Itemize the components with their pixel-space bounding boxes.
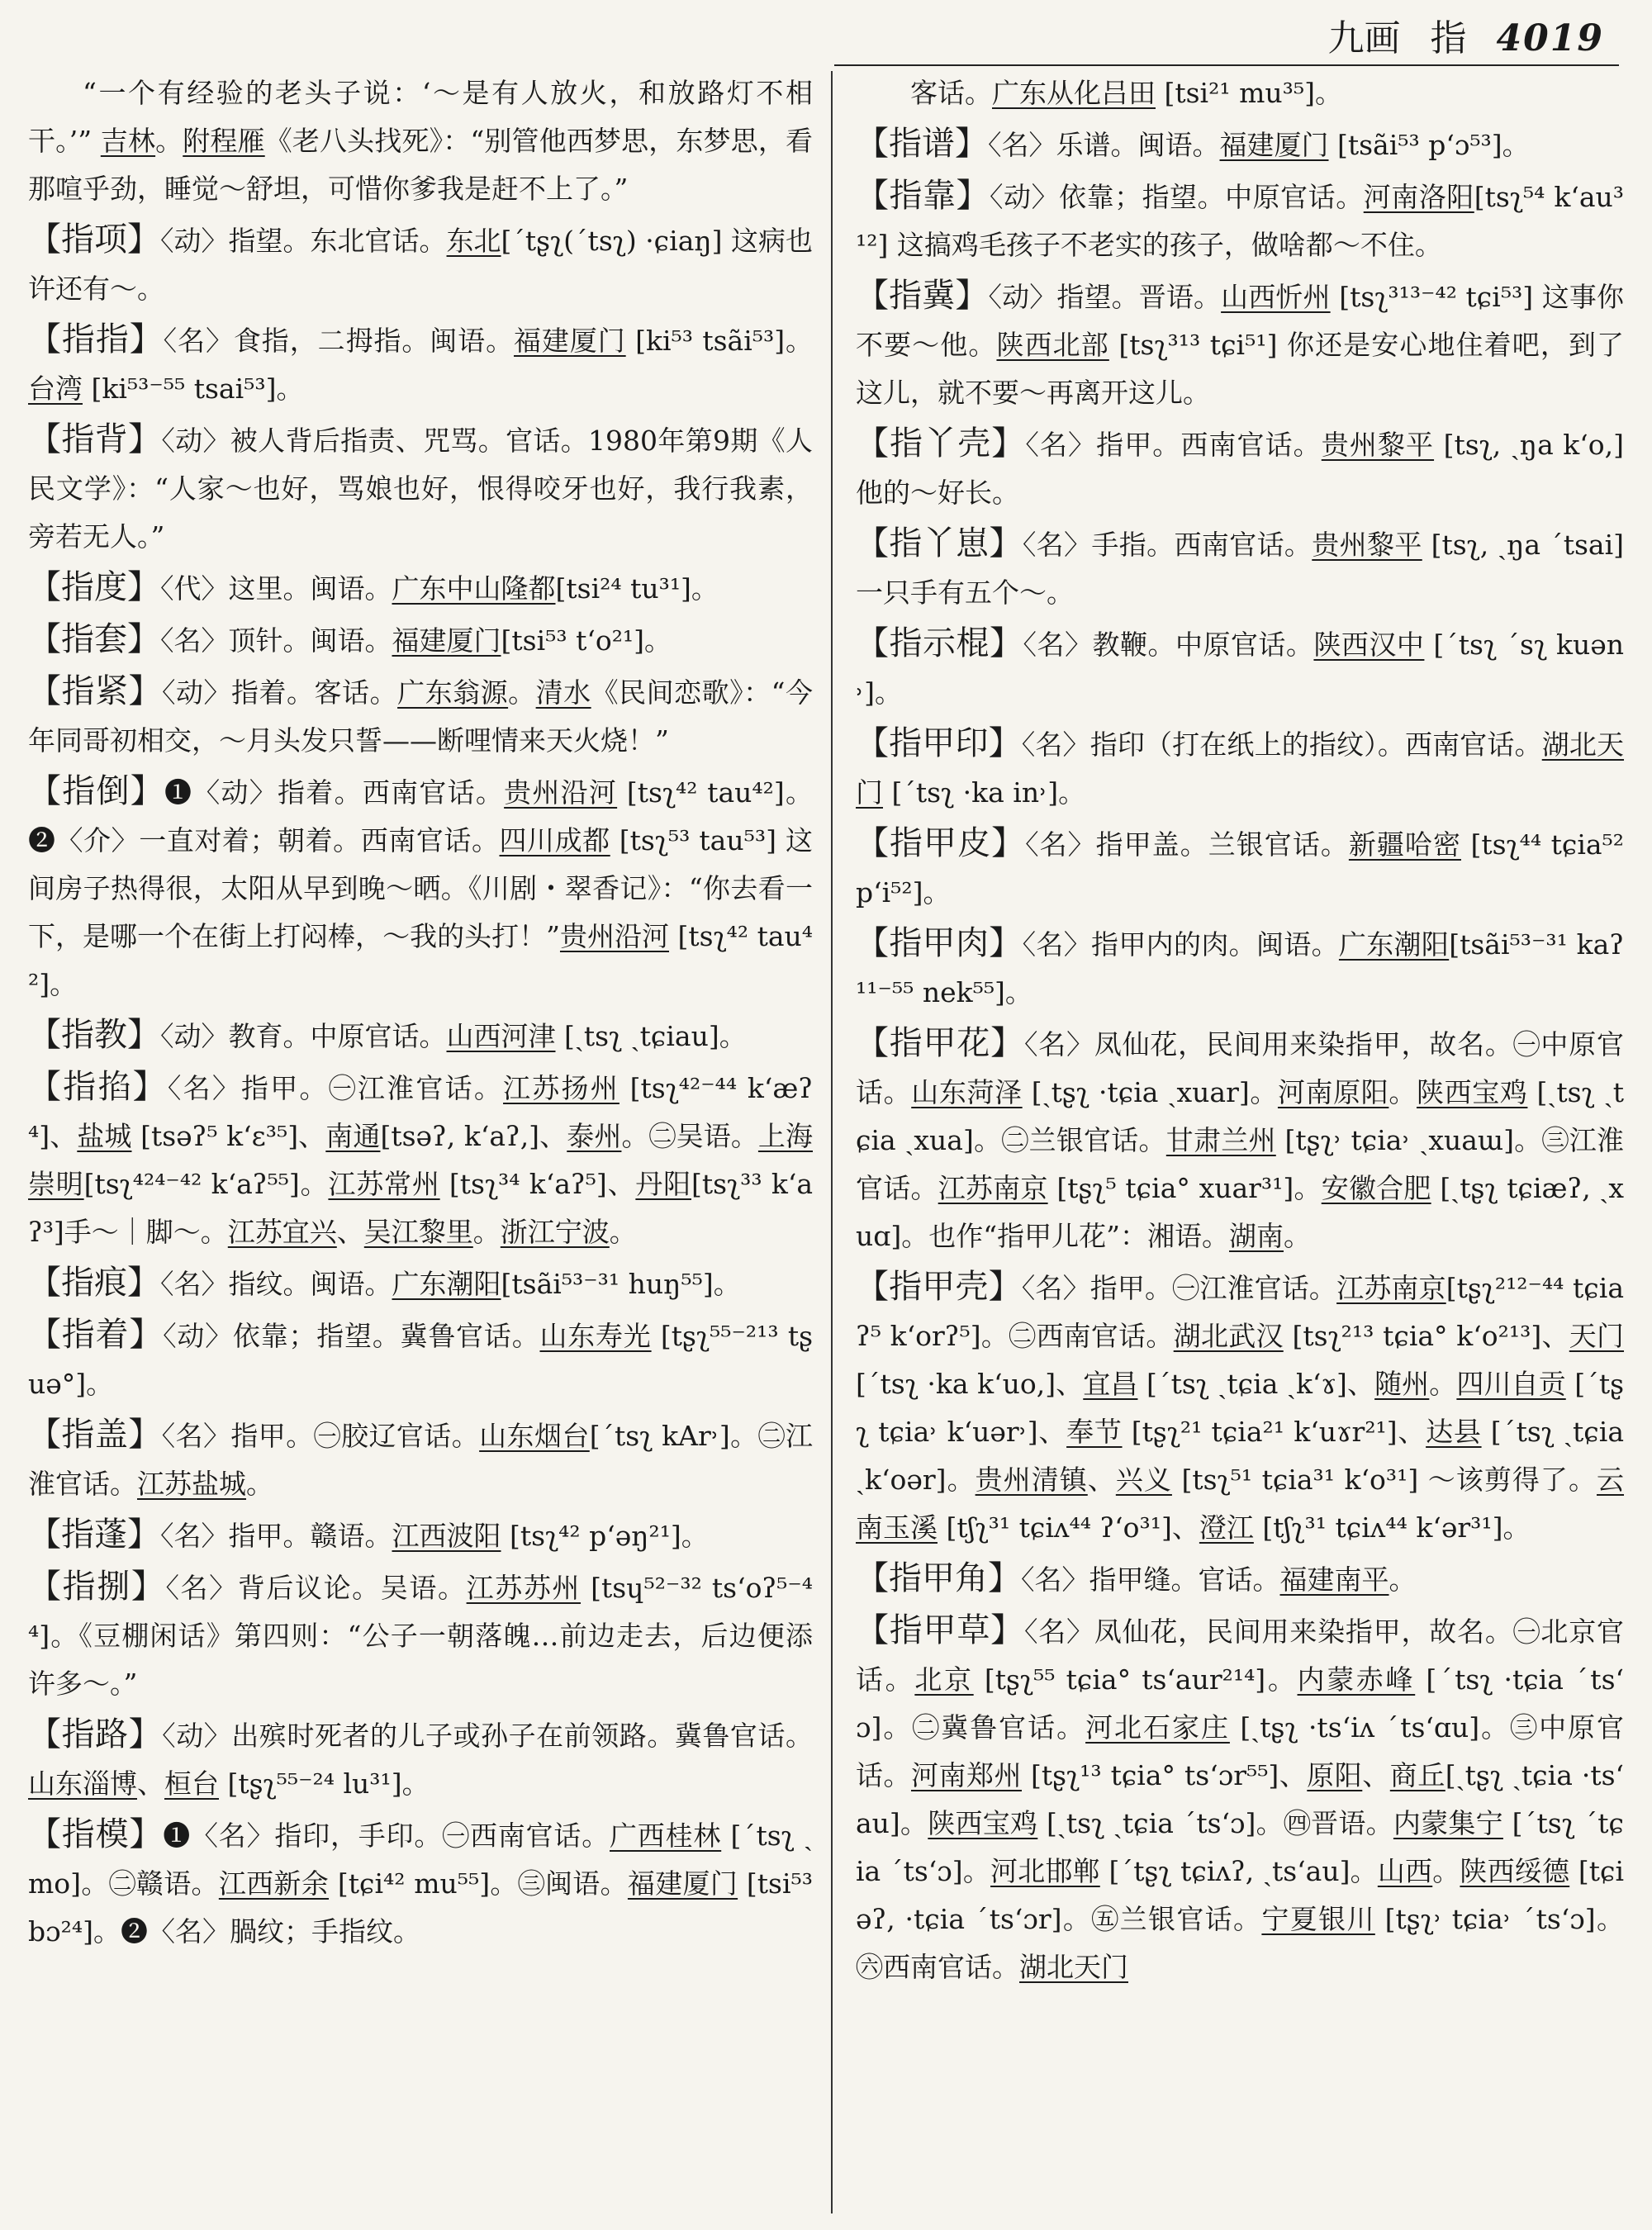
place-name: 江苏苏州 (466, 1572, 582, 1604)
header-rule (834, 64, 1619, 66)
stroke-section-label: 九画 (1327, 17, 1401, 59)
dictionary-entry: 【指项】〈动〉指望。东北官话。东北[ˊtʂʅ(ˊtsʅ) ·ɕiaŋ] 这病也许还有～。 (28, 221, 814, 305)
place-name: 上海崇明 (28, 1120, 813, 1200)
place-name: 宁夏银川 (1261, 1903, 1375, 1935)
dictionary-entry: 【指路】〈动〉出殡时死者的儿子或孙子在前领路。冀鲁官话。山东淄博、桓台 [tʂʅ⁵⁵⁻²⁴ lu³¹]。 (28, 1715, 814, 1800)
place-name: 福建厦门 (514, 325, 626, 357)
headword: 【指捌】 (28, 1568, 166, 1606)
place-name: 江苏扬州 (503, 1072, 620, 1104)
place-name: 陕西宝鸡 (1416, 1076, 1528, 1108)
place-name: 江西波阳 (392, 1520, 501, 1552)
place-name: 四川自贡 (1456, 1368, 1566, 1400)
headword: 【指甲草】 (856, 1611, 1024, 1649)
place-name: 甘肃兰州 (1165, 1124, 1276, 1156)
place-name: 陕西北部 (996, 329, 1109, 361)
dictionary-entry: 【指甲花】〈名〉凤仙花，民间用来染指甲，故名。㊀中原官话。山东菏泽 [ˏtʂʅ ·tɕia ˏxuar]。河南原阳。陕西宝鸡 [ˏtsʅ ˏtɕia ˏxua]。㊁兰银官话。甘肃兰州 [tʂʅ˒ tɕia˒ ˏxuaɯ]。㊂江淮官话。江苏南京 [tʂʅ⁵ tɕia° xuar³¹]。安徽合肥 [ˏtʂʅ tɕiæʔ, ˏxuɑ]。也作“指甲儿花”：湘语。湖南。 (856, 1024, 1625, 1252)
right-column (856, 69, 1624, 2222)
place-name: 兴义 (1115, 1464, 1172, 1496)
place-name: 安徽合肥 (1321, 1172, 1431, 1204)
dictionary-entry: 【指倒】❶〈动〉指着。西南官话。贵州沿河 [tsʅ⁴² tau⁴²]。❷〈介〉一直对着；朝着。西南官话。四川成都 [tsʅ⁵³ tau⁵³] 这间房子热得很，太阳从早到晚～晒。《川剧・翠香记》：“你去看一下，是哪一个在街上打闷棒，～我的头打！”贵州沿河 [tsʅ⁴² tau⁴²]。 (28, 772, 814, 1000)
place-name: 浙江宁波 (500, 1216, 610, 1248)
place-name: 江西新余 (218, 1867, 330, 1900)
page-number: 4019 (1496, 17, 1604, 59)
place-name: 江苏盐城 (137, 1468, 246, 1500)
place-name: 清水 (535, 676, 591, 709)
place-name: 山西 (1377, 1855, 1433, 1887)
place-name: 山西河津 (446, 1020, 556, 1052)
place-name: 江苏常州 (328, 1168, 440, 1200)
place-name: 附程雁 (183, 125, 265, 157)
place-name: 河北石家庄 (1085, 1711, 1230, 1744)
place-name: 内蒙赤峰 (1297, 1663, 1416, 1696)
dictionary-entry: 【指套】〈名〉顶针。闽语。福建厦门[tsi⁵³ tʻo²¹]。 (28, 620, 672, 658)
headword: 【指背】 (28, 420, 162, 458)
headword: 【指蓬】 (28, 1516, 160, 1554)
headword: 【指谱】 (856, 125, 988, 163)
headword: 【指掐】 (28, 1068, 168, 1106)
head-character: 指 (1430, 17, 1467, 59)
dictionary-entry: 【指紧】〈动〉指着。客话。广东翁源。清水《民间恋歌》：“今年同哥初相交，～月头发只誓——断哩情来天火烧！” (28, 672, 814, 757)
place-name: 广东中山隆都 (392, 572, 556, 605)
place-name: 四川成都 (499, 824, 610, 856)
place-name: 山东寿光 (539, 1320, 652, 1352)
place-name: 广东潮阳 (392, 1268, 501, 1300)
place-name: 贵州清镇 (975, 1464, 1088, 1496)
dictionary-entry: 【指模】❶〈名〉指印，手印。㊀西南官话。广西桂林 [ˊtsʅ ˏmo]。㊁赣语。江西新余 [tɕi⁴² mu⁵⁵]。㊂闽语。福建厦门 [tsi⁵³ bɔ²⁴]。❷〈名〉腡纹；手指纹。 (28, 1815, 814, 1948)
place-name: 河南郑州 (911, 1759, 1022, 1791)
headword: 【指甲壳】 (856, 1268, 1022, 1306)
place-name: 广西桂林 (610, 1820, 722, 1852)
place-name: 桓台 (164, 1767, 219, 1800)
place-name: 澄江 (1199, 1511, 1254, 1544)
place-name: 宜昌 (1083, 1368, 1138, 1400)
entry-continuation: 客话。广东从化吕田 [tsi²¹ mu³⁵]。 (910, 77, 1342, 109)
place-name: 北京 (914, 1663, 974, 1696)
headword: 【指项】 (28, 221, 161, 259)
place-name: 盐城 (77, 1120, 132, 1152)
place-name: 达县 (1426, 1416, 1482, 1448)
headword: 【指指】 (28, 320, 164, 358)
dictionary-entry: 【指捌】〈名〉背后议论。吴语。江苏苏州 [tsɥ⁵²⁻³² tsʻoʔ⁵⁻⁴⁴]。《豆棚闲话》第四则：“公子一朝落魄…前边走去，后边便添许多～。” (28, 1568, 814, 1700)
place-name: 湖北天门 (856, 728, 1625, 809)
headword: 【指靠】 (856, 177, 990, 215)
place-name: 随州 (1374, 1368, 1430, 1400)
headword: 【指模】 (28, 1815, 164, 1853)
dictionary-entry: 【指丫壳】〈名〉指甲。西南官话。贵州黎平 [tsʅ, ˏŋa kʻo,] 他的～好长。 (856, 425, 1625, 509)
dictionary-entry: 【指甲壳】〈名〉指甲。㊀江淮官话。江苏南京[tʂʅ²¹²⁻⁴⁴ tɕiaʔ⁵ kʻorʔ⁵]。㊁西南官话。湖北武汉 [tsʅ²¹³ tɕia° kʻo²¹³]、天门 [ˊtsʅ ·ka kʻuo,]、宜昌 [ˊtsʅ ˏtɕia ˏkʻɤ]、随州。四川自贡 [ˊtʂʅ tɕia˒ kʻuər˒]、奉节 [tʂʅ²¹ tɕia²¹ kʻuɤr²¹]、达县 [ˊtsʅ ˏtɕia ˏkʻoər]。贵州清镇、兴义 [tsʅ⁵¹ tɕia³¹ kʻo³¹] ～该剪得了。云南玉溪 [tʃʅ³¹ tɕiʌ⁴⁴ ʔʻo³¹]、澄江 [tʃʅ³¹ tɕiʌ⁴⁴ kʻər³¹]。 (856, 1268, 1625, 1544)
place-name: 福建南平 (1279, 1563, 1389, 1596)
place-name: 河南原阳 (1277, 1076, 1389, 1108)
place-name: 广东潮阳 (1338, 928, 1450, 961)
place-name: 吴江黎里 (363, 1216, 473, 1248)
place-name: 贵州黎平 (1312, 529, 1422, 561)
place-name: 原阳 (1307, 1759, 1363, 1791)
place-name: 福建厦门 (392, 624, 501, 657)
headword: 【指甲皮】 (856, 824, 1026, 862)
headword: 【指痕】 (28, 1264, 160, 1302)
dictionary-entry: 【指度】〈代〉这里。闽语。广东中山隆都[tsi²⁴ tu³¹]。 (28, 568, 719, 606)
headword: 【指甲花】 (856, 1024, 1024, 1062)
dictionary-entry: 【指甲印】〈名〉指印（打在纸上的指纹）。西南官话。湖北天门 [ˊtsʅ ·ka in˒]。 (856, 724, 1625, 809)
place-name: 贵州黎平 (1321, 429, 1435, 461)
headword: 【指着】 (28, 1316, 164, 1354)
dictionary-entry: 【指掐】〈名〉指甲。㊀江淮官话。江苏扬州 [tsʅ⁴²⁻⁴⁴ kʻæʔ⁴]、盐城 [tsəʔ⁵ kʻɛ³⁵]、南通[tsəʔ, kʻaʔ,]、泰州。㊁吴语。上海崇明[tsʅ⁴²⁴⁻⁴² kʻaʔ⁵⁵]。江苏常州 [tsʅ³⁴ kʻaʔ⁵]、丹阳[tsʅ³³ kʻaʔ³]手～｜脚～。江苏宜兴、吴江黎里。浙江宁波。 (28, 1068, 814, 1248)
place-name: 陕西汉中 (1313, 629, 1425, 661)
dictionary-entry: 【指甲草】〈名〉凤仙花，民间用来染指甲，故名。㊀北京官话。北京 [tʂʅ⁵⁵ tɕia° tsʻaur²¹⁴]。内蒙赤峰 [ˊtsʅ ·tɕia ˊtsʻɔ]。㊁冀鲁官话。河北石家庄 [ˏtʂʅ ·tsʻiʌ ˊtsʻɑu]。㊂中原官话。河南郑州 [tʂʅ¹³ tɕia° tsʻɔr⁵⁵]、原阳、商丘[ˏtʂʅ ˏtɕia ·tsʻau]。陕西宝鸡 [ˏtsʅ ˏtɕia ˊtsʻɔ]。㊃晋语。内蒙集宁 [ˊtsʅ ˊtɕia ˊtsʻɔ]。河北邯郸 [ˊtʂʅ tɕiʌʔ, ˏtsʻau]。山西。陕西绥德 [tɕiəʔ, ·tɕia ˊtsʻɔr]。㊄兰银官话。宁夏银川 [tʂʅ˒ tɕia˒ ˊtsʻɔ]。㊅西南官话。湖北天门 (856, 1611, 1625, 1983)
page-header (1328, 8, 1604, 61)
place-name: 山西忻州 (1221, 281, 1331, 313)
headword: 【指紧】 (28, 672, 163, 710)
place-name: 天门 (1569, 1320, 1625, 1352)
place-name: 商丘 (1389, 1759, 1446, 1791)
headword: 【指倒】 (28, 772, 165, 810)
place-name: 陕西绥德 (1460, 1855, 1570, 1887)
place-name: 广东从化吕田 (992, 77, 1156, 109)
place-name: 山东淄博 (28, 1767, 137, 1800)
dictionary-entry: 【指甲肉】〈名〉指甲内的肉。闽语。广东潮阳[tsãi⁵³⁻³¹ kaʔ¹¹⁻⁵⁵ nek⁵⁵]。 (856, 924, 1625, 1008)
place-name: 湖北天门 (1019, 1951, 1128, 1983)
dictionary-entry: 【指着】〈动〉依靠；指望。冀鲁官话。山东寿光 [tʂʅ⁵⁵⁻²¹³ tʂuə°]。 (28, 1316, 814, 1400)
headword: 【指甲印】 (856, 724, 1022, 762)
place-name: 东北 (446, 225, 501, 257)
dictionary-entry: 【指痕】〈名〉指纹。闽语。广东潮阳[tsãi⁵³⁻³¹ huŋ⁵⁵]。 (28, 1264, 741, 1302)
place-name: 内蒙集宁 (1393, 1807, 1503, 1839)
dictionary-entry: 【指蓬】〈名〉指甲。赣语。江西波阳 [tsʅ⁴² pʻəŋ²¹]。 (28, 1516, 709, 1554)
dictionary-entry: 【指甲皮】〈名〉指甲盖。兰银官话。新疆哈密 [tsʅ⁴⁴ tɕia⁵² pʻi⁵²]。 (856, 824, 1625, 909)
place-name: 河北邯郸 (990, 1855, 1100, 1887)
place-name: 湖北武汉 (1173, 1320, 1284, 1352)
headword: 【指套】 (28, 620, 160, 658)
dictionary-entry: 【指背】〈动〉被人背后指责、咒骂。官话。1980年第9期《人民文学》：“人家～也好，骂娘也好，恨得咬牙也好，我行我素，旁若无人。” (28, 420, 813, 553)
dictionary-entry: 【指冀】〈动〉指望。晋语。山西忻州 [tsʅ³¹³⁻⁴² tɕi⁵³] 这事你不要～他。陕西北部 [tsʅ³¹³ tɕi⁵¹] 你还是安心地住着吧，到了这儿，就不要～再离开这儿。 (856, 277, 1625, 409)
dictionary-entry: 【指盖】〈名〉指甲。㊀胶辽官话。山东烟台[ˊtsʅ kAr˒]。㊁江淮官话。江苏盐城。 (28, 1416, 814, 1500)
dictionary-entry: 【指指】〈名〉食指，二拇指。闽语。福建厦门 [ki⁵³ tsãi⁵³]。台湾 [ki⁵³⁻⁵⁵ tsai⁵³]。 (28, 320, 814, 405)
place-name: 福建厦门 (627, 1867, 738, 1900)
headword: 【指示棍】 (856, 624, 1023, 662)
place-name: 湖南 (1229, 1220, 1284, 1252)
place-name: 泰州 (567, 1120, 622, 1152)
place-name: 南通 (325, 1120, 381, 1152)
entry-continuation: “一个有经验的老头子说：‘～是有人放火，和放路灯不相干。’” 吉林。附程雁《老八头找死》：“别管他西梦思，东梦思，看那喧乎劲，睡觉～舒坦，可惜你爹我是赶不上了。” (28, 77, 814, 205)
place-name: 奉节 (1066, 1416, 1123, 1448)
headword: 【指度】 (28, 568, 160, 606)
place-name: 福建厦门 (1219, 129, 1329, 161)
dictionary-entry: 【指丫崽】〈名〉手指。西南官话。贵州黎平 [tsʅ, ˏŋa ˊtsai] 一只手有五个～。 (856, 524, 1625, 609)
place-name: 丹阳 (635, 1168, 691, 1200)
headword: 【指冀】 (856, 277, 989, 315)
dictionary-entry: 【指靠】〈动〉依靠；指望。中原官话。河南洛阳[tsʅ⁵⁴ kʻau³¹²] 这搞鸡毛孩子不老实的孩子，做啥都～不住。 (856, 177, 1625, 261)
place-name: 台湾 (28, 372, 83, 405)
dictionary-entry: 【指教】〈动〉教育。中原官话。山西河津 [ˏtsʅ ˏtɕiau]。 (28, 1016, 747, 1054)
left-column (28, 69, 813, 2222)
place-name: 江苏宜兴 (227, 1216, 337, 1248)
place-name: 贵州沿河 (504, 776, 618, 809)
dictionary-entry: 【指谱】〈名〉乐谱。闽语。福建厦门 [tsãi⁵³ pʻɔ⁵³]。 (856, 125, 1530, 163)
headword: 【指教】 (28, 1016, 160, 1054)
place-name: 山东烟台 (479, 1420, 590, 1452)
place-name: 山东菏泽 (911, 1076, 1023, 1108)
place-name: 江苏南京 (1336, 1272, 1446, 1304)
place-name: 新疆哈密 (1348, 828, 1461, 861)
place-name: 江苏南京 (938, 1172, 1048, 1204)
headword: 【指丫崽】 (856, 524, 1023, 562)
place-name: 贵州沿河 (559, 920, 669, 952)
headword: 【指甲肉】 (856, 924, 1023, 962)
headword: 【指盖】 (28, 1416, 162, 1454)
dictionary-entry: 【指甲角】〈名〉指甲缝。官话。福建南平。 (856, 1559, 1417, 1597)
dictionary-entry: 【指示棍】〈名〉教鞭。中原官话。陕西汉中 [ˊtsʅ ˊsʅ kuən˒]。 (856, 624, 1625, 709)
headword: 【指甲角】 (856, 1559, 1021, 1597)
headword: 【指路】 (28, 1715, 163, 1753)
place-name: 河南洛阳 (1363, 181, 1474, 213)
place-name: 云南玉溪 (856, 1464, 1625, 1544)
column-divider (831, 71, 833, 2213)
place-name: 广东翁源 (397, 676, 509, 709)
place-name: 吉林 (100, 125, 156, 157)
headword: 【指丫壳】 (856, 425, 1026, 463)
place-name: 陕西宝鸡 (928, 1807, 1038, 1839)
